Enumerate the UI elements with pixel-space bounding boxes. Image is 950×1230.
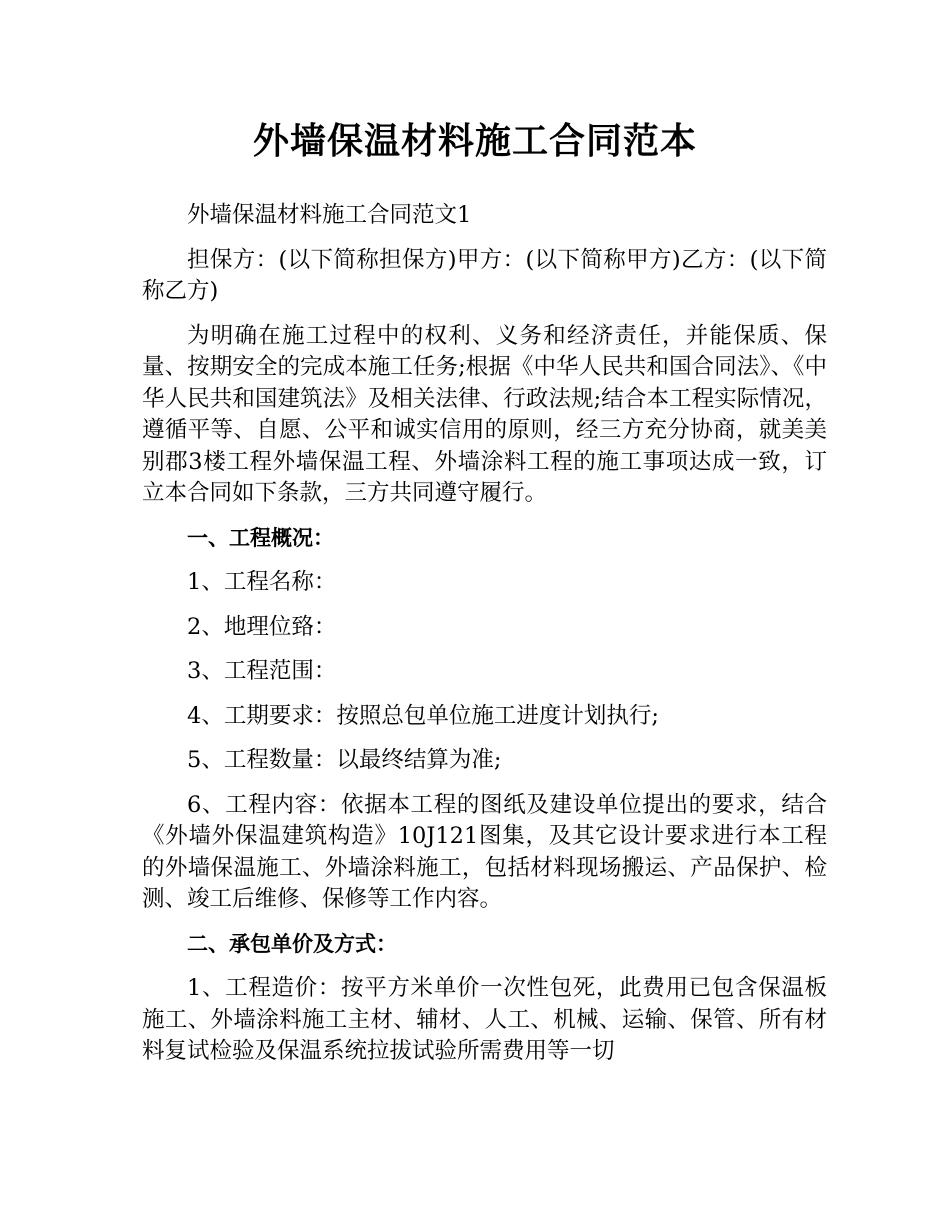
list-item-cost: 1、工程造价：按平方米单价一次性包死，此费用已包含保温板施工、外墙涂料施工主材、辅材、人工、机械、运输、保管、所有材料复试检验及保温系统拉拔试验所需费用等一切 xyxy=(142,975,827,1064)
paragraph-subtitle: 外墙保温材料施工合同范文1 xyxy=(187,202,472,228)
list-item-location: 2、地理位臵： xyxy=(187,613,337,640)
list-item-project-name: 1、工程名称： xyxy=(187,569,337,595)
document-body xyxy=(142,200,827,1081)
document-title: 外墙保温材料施工合同范本 xyxy=(252,121,697,162)
section-heading-pricing: 二、承包单价及方式： xyxy=(187,931,397,956)
list-item-content: 6、工程内容：依据本工程的图纸及建设单位提出的要求，结合《外墙外保温建筑构造》10J121图集，及其它设计要求进行本工程的外墙保温施工、外墙涂料施工，包括材料现场搬运、产品保护、检测、竣工后维修、保修等工作内容。 xyxy=(142,791,827,912)
list-item-schedule: 4、工期要求：按照总包单位施工进度计划执行; xyxy=(187,702,659,729)
list-item-quantity: 5、工程数量：以最终结算为准; xyxy=(187,747,502,773)
list-item-scope: 3、工程范围： xyxy=(187,658,337,684)
paragraph-parties: 担保方：(以下简称担保方)甲方：(以下简称甲方)乙方：(以下简称乙方) xyxy=(142,246,827,304)
section-heading-overview: 一、工程概况： xyxy=(187,525,334,550)
paragraph-preamble: 为明确在施工过程中的权利、义务和经济责任，并能保质、保量、按期安全的完成本施工任务;根据《中华人民共和国合同法》、《中华人民共和国建筑法》及相关法律、行政法规;结合本工程实际情况，遵循平等、自愿、公平和诚实信用的原则，经三方充分协商，就美美别郡3楼工程外墙保温工程、外墙涂料工程的施工事项达成一致，订立本合同如下条款，三方共同遵守履行。 xyxy=(142,322,827,506)
